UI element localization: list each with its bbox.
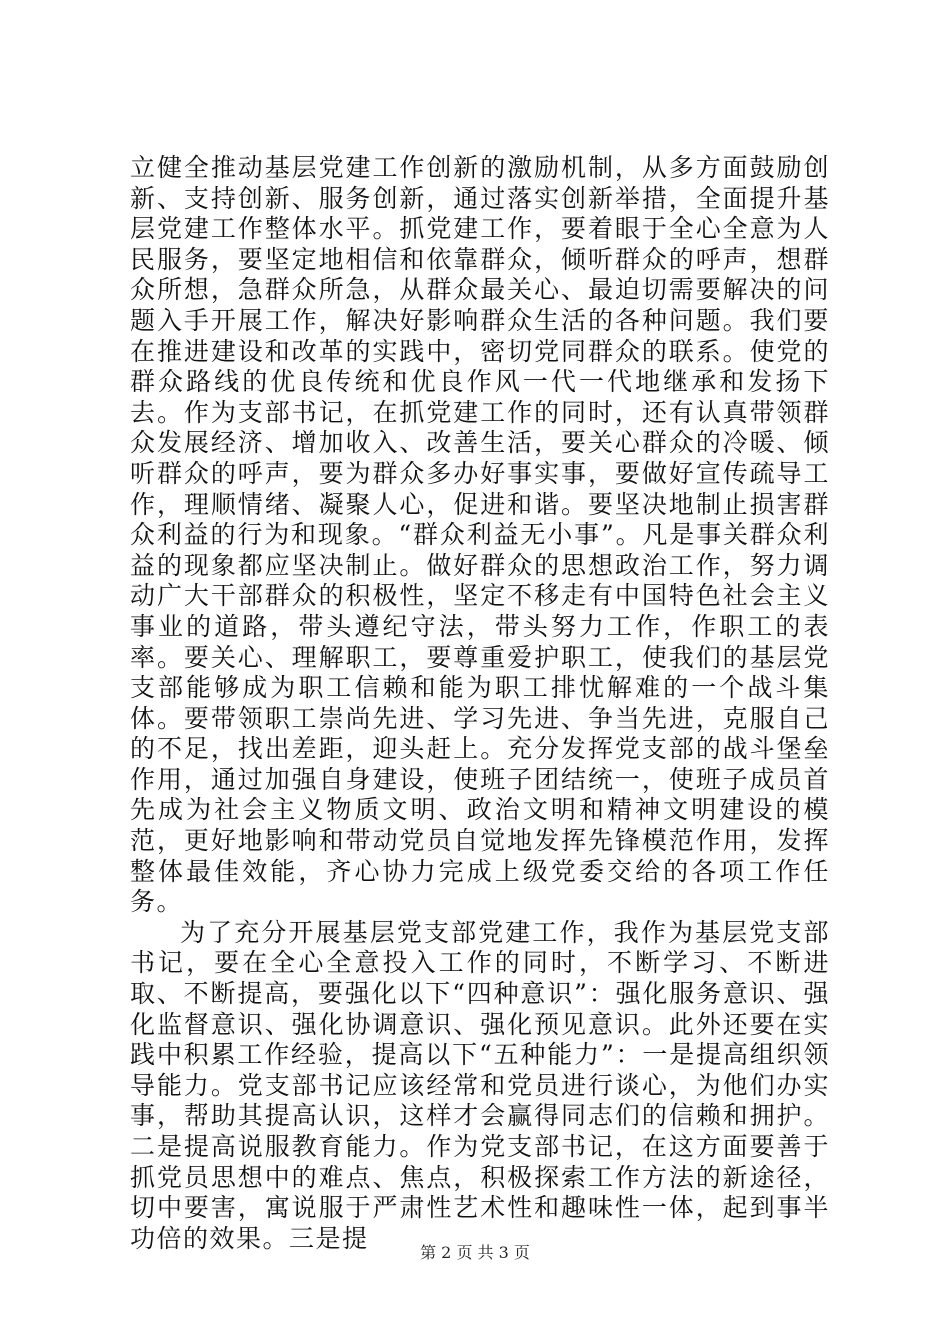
- paragraph-1: 立健全推动基层党建工作创新的激励机制，从多方面鼓励创新、支持创新、服务创新，通过落实创新举措，全面提升基层党建工作整体水平。抓党建工作，要着眼于全心全意为人民服务，要坚定地相信和依靠群众，倾听群众的呼声，想群众所想，急群众所急，从群众最关心、最迫切需要解决的问题入手开展工作，解决好影响群众生活的各种问题。我们要在推进建设和改革的实践中，密切党同群众的联系。使党的群众路线的优良传统和优良作风一代一代地继承和发扬下去。作为支部书记，在抓党建工作的同时，还有认真带领群众发展经济、增加收入、改善生活，要关心群众的冷暖、倾听群众的呼声，要为群众多办好事实事，要做好宣传疏导工作，理顺情绪、凝聚人心，促进和谐。要坚决地制止损害群众利益的行为和现象。“群众利益无小事”。凡是事关群众利益的现象都应坚决制止。做好群众的思想政治工作，努力调动广大干部群众的积极性，坚定不移走有中国特色社会主义事业的道路，带头遵纪守法，带头努力工作，作职工的表率。要关心、理解职工，要尊重爱护职工，使我们的基层党支部能够成为职工信赖和能为职工排忧解难的一个战斗集体。要带领职工崇尚先进、学习先进、争当先进，克服自己的不足，找出差距，迎头赶上。充分发挥党支部的战斗堡垒作用，通过加强自身建设，使班子团结统一，使班子成员首先成为社会主义物质文明、政治文明和精神文明建设的模范，更好地影响和带动党员自觉地发挥先锋模范作用，发挥整体最佳效能，齐心协力完成上级党委交给的各项工作任务。: [130, 153, 830, 917]
- paragraph-2: 为了充分开展基层党支部党建工作，我作为基层党支部书记，要在全心全意投入工作的同时，不断学习、不断进取、不断提高，要强化以下“四种意识”：强化服务意识、强化监督意识、强化协调意识、强化预见意识。此外还要在实践中积累工作经验，提高以下“五种能力”：一是提高组织领导能力。党支部书记应该经常和党员进行谈心，为他们办实事，帮助其提高认识，这样才会赢得同志们的信赖和拥护。二是提高说服教育能力。作为党支部书记，在这方面要善于抓党员思想中的难点、焦点，积极探索工作方法的新途径，切中要害，寓说服于严肃性艺术性和趣味性一体，起到事半功倍的效果。三是提: [130, 917, 830, 1253]
- document-body: [130, 153, 830, 1254]
- page-number-footer: 第 2 页 共 3 页: [420, 1243, 530, 1262]
